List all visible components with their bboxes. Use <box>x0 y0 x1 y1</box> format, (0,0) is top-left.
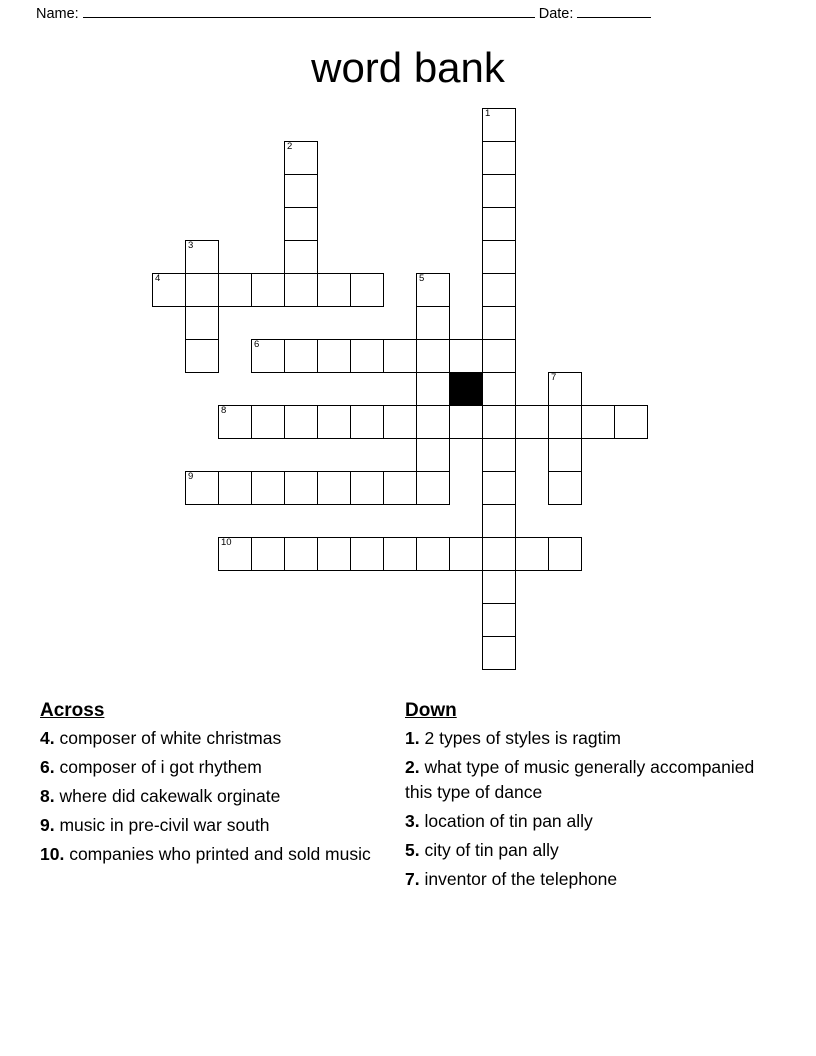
grid-cell-number: 6 <box>254 339 260 350</box>
grid-cell[interactable] <box>482 471 516 505</box>
grid-cell[interactable] <box>482 108 516 142</box>
clue-down-2 <box>405 755 770 805</box>
grid-cell[interactable] <box>284 240 318 274</box>
grid-cell[interactable] <box>482 405 516 439</box>
clue-down-1-number: 1. <box>405 728 420 748</box>
grid-cell[interactable] <box>284 405 318 439</box>
crossword-grid[interactable] <box>36 108 780 708</box>
grid-cell-number: 8 <box>221 405 227 416</box>
clue-across-2-text: composer of i got rhythem <box>59 757 262 777</box>
grid-cell[interactable] <box>548 438 582 472</box>
grid-cell[interactable] <box>284 537 318 571</box>
grid-cell-number: 5 <box>419 273 425 284</box>
grid-cell[interactable] <box>482 207 516 241</box>
clue-down-1 <box>405 726 770 751</box>
clue-down-5-text: inventor of the telephone <box>424 869 618 889</box>
grid-cell[interactable] <box>350 405 384 439</box>
grid-cell[interactable] <box>416 438 450 472</box>
down-heading: Down <box>405 700 457 721</box>
grid-cell[interactable] <box>482 306 516 340</box>
clue-down-4 <box>405 838 770 863</box>
grid-cell[interactable] <box>350 273 384 307</box>
clue-across-4 <box>40 813 405 838</box>
grid-cell[interactable] <box>482 603 516 637</box>
grid-cell[interactable] <box>185 339 219 373</box>
down-column <box>405 700 770 896</box>
grid-cell[interactable] <box>185 471 219 505</box>
grid-cell[interactable] <box>218 273 252 307</box>
grid-cell[interactable] <box>251 273 285 307</box>
across-column <box>40 700 405 896</box>
clue-across-4-text: music in pre-civil war south <box>59 815 270 835</box>
grid-cell[interactable] <box>482 570 516 604</box>
grid-cell[interactable] <box>317 339 351 373</box>
grid-cell[interactable] <box>284 471 318 505</box>
grid-cell[interactable] <box>482 504 516 538</box>
grid-cell[interactable] <box>449 537 483 571</box>
clue-across-3-text: where did cakewalk orginate <box>59 786 281 806</box>
clue-across-1 <box>40 726 405 751</box>
grid-cell[interactable] <box>284 141 318 175</box>
grid-cell[interactable] <box>482 339 516 373</box>
grid-cell[interactable] <box>251 471 285 505</box>
grid-cell[interactable] <box>350 471 384 505</box>
grid-cell[interactable] <box>251 339 285 373</box>
clue-down-5 <box>405 867 770 892</box>
page-title: word bank <box>311 44 505 91</box>
grid-cell[interactable] <box>482 273 516 307</box>
clue-down-2-text: what type of music generally accompanied this type of dance <box>405 757 755 802</box>
grid-cell[interactable] <box>581 405 615 439</box>
grid-cell[interactable] <box>482 438 516 472</box>
grid-cell[interactable] <box>317 471 351 505</box>
grid-cell[interactable] <box>251 405 285 439</box>
grid-cell[interactable] <box>482 141 516 175</box>
grid-cell[interactable] <box>284 207 318 241</box>
grid-cell-number: 1 <box>485 108 491 119</box>
grid-cell[interactable] <box>614 405 648 439</box>
grid-cell[interactable] <box>482 372 516 406</box>
grid-cell[interactable] <box>218 471 252 505</box>
grid-cell[interactable] <box>416 372 450 406</box>
grid-cell[interactable] <box>383 537 417 571</box>
grid-cell[interactable] <box>548 372 582 406</box>
clue-across-1-text: composer of white christmas <box>59 728 282 748</box>
grid-cell[interactable] <box>416 471 450 505</box>
name-blank-line[interactable] <box>83 6 535 18</box>
grid-cell[interactable] <box>515 537 549 571</box>
name-label: Name: <box>36 6 79 22</box>
grid-cell[interactable] <box>317 273 351 307</box>
clue-down-5-number: 7. <box>405 869 420 889</box>
grid-cell[interactable] <box>416 537 450 571</box>
grid-cell[interactable] <box>317 537 351 571</box>
grid-cell[interactable] <box>416 273 450 307</box>
grid-cell[interactable] <box>548 471 582 505</box>
clue-down-3-number: 3. <box>405 811 420 831</box>
clue-across-3-number: 8. <box>40 786 55 806</box>
grid-cell[interactable] <box>416 306 450 340</box>
grid-cell[interactable] <box>416 405 450 439</box>
grid-cell-number: 10 <box>221 537 232 548</box>
clue-across-5 <box>40 842 405 867</box>
grid-cell[interactable] <box>350 537 384 571</box>
grid-cell[interactable] <box>284 174 318 208</box>
grid-cell[interactable] <box>317 405 351 439</box>
clues-section <box>40 700 780 896</box>
grid-cell[interactable] <box>383 405 417 439</box>
across-heading: Across <box>40 700 105 721</box>
grid-cell[interactable] <box>185 306 219 340</box>
grid-cell[interactable] <box>482 636 516 670</box>
grid-cell[interactable] <box>152 273 186 307</box>
grid-cell-number: 9 <box>188 471 194 482</box>
grid-cell[interactable] <box>515 405 549 439</box>
grid-cell-number: 7 <box>551 372 557 383</box>
grid-cell[interactable] <box>548 405 582 439</box>
clue-down-3 <box>405 809 770 834</box>
clue-down-2-number: 2. <box>405 757 420 777</box>
grid-cell[interactable] <box>383 471 417 505</box>
clue-down-3-text: location of tin pan ally <box>424 811 593 831</box>
clue-across-5-number: 10. <box>40 844 65 864</box>
grid-cell[interactable] <box>218 537 252 571</box>
grid-cell[interactable] <box>482 174 516 208</box>
grid-cell-number: 2 <box>287 141 293 152</box>
grid-cell[interactable] <box>449 339 483 373</box>
grid-cell[interactable] <box>284 339 318 373</box>
grid-cell[interactable] <box>548 537 582 571</box>
date-label: Date: <box>538 6 574 22</box>
clue-across-5-text: companies who printed and sold music <box>69 844 371 864</box>
grid-cell[interactable] <box>251 537 285 571</box>
header-name-date-row <box>36 0 780 22</box>
grid-cell[interactable] <box>416 339 450 373</box>
grid-cell[interactable] <box>383 339 417 373</box>
clue-across-3 <box>40 784 405 809</box>
grid-cell[interactable] <box>449 405 483 439</box>
grid-cell[interactable] <box>482 240 516 274</box>
grid-cell[interactable] <box>185 240 219 274</box>
clue-down-4-number: 5. <box>405 840 420 860</box>
clue-across-2-number: 6. <box>40 757 55 777</box>
clue-across-2 <box>40 755 405 780</box>
clue-down-1-text: 2 types of styles is ragtim <box>424 728 621 748</box>
grid-cell[interactable] <box>218 405 252 439</box>
grid-cell[interactable] <box>185 273 219 307</box>
clue-across-1-number: 4. <box>40 728 55 748</box>
grid-cell[interactable] <box>482 537 516 571</box>
grid-cell-blocked <box>449 372 483 406</box>
grid-cell[interactable] <box>350 339 384 373</box>
grid-cell-number: 3 <box>188 240 194 251</box>
clue-across-4-number: 9. <box>40 815 55 835</box>
date-blank-line[interactable] <box>577 6 651 18</box>
grid-cell[interactable] <box>284 273 318 307</box>
clue-down-4-text: city of tin pan ally <box>424 840 559 860</box>
grid-cell-number: 4 <box>155 273 161 284</box>
